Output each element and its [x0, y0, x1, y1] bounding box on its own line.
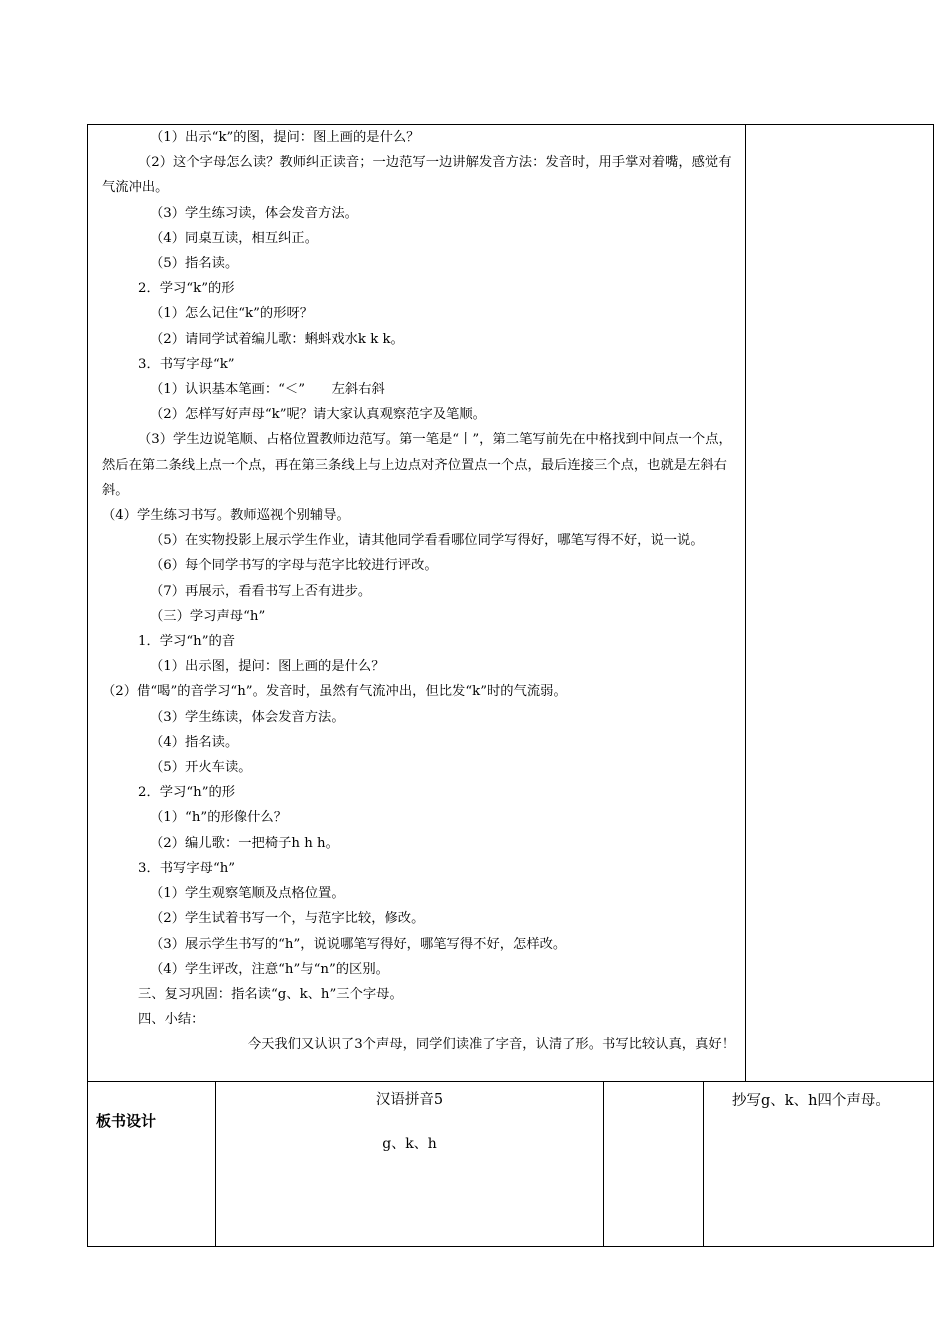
lesson-line: （2）编儿歌：一把椅子h h h。 [150, 835, 339, 851]
lesson-line: （1）怎么记住“k”的形呀？ [150, 306, 314, 322]
lesson-line: 2．学习“h”的形 [138, 785, 236, 801]
lesson-line: （3）学生练习读，体会发音方法。 [150, 205, 358, 221]
lesson-line: （4）同桌互读，相互纠正。 [150, 230, 319, 246]
board-design-content [216, 1082, 604, 1247]
board-title: 汉语拼音5 [375, 1092, 444, 1108]
empty-cell [604, 1082, 704, 1247]
lesson-line: 1．学习“h”的音 [138, 634, 236, 650]
teaching-process-cell [88, 125, 746, 1082]
lesson-line: 3．书写字母“h” [138, 860, 236, 876]
lesson-line: （4）指名读。 [150, 734, 239, 750]
lesson-line: 今天我们又认识了3个声母，同学们读准了字音，认清了形。书写比较认真，真好！ [247, 1037, 735, 1053]
lesson-line: 四、小结： [138, 1012, 205, 1028]
lesson-line: （3）学生练读，体会发音方法。 [150, 709, 345, 725]
lesson-line: （1）“h”的形像什么？ [150, 810, 287, 826]
lesson-line: 3．书写字母“k” [138, 356, 235, 372]
board-design-label: 板书设计 [88, 1082, 216, 1247]
notes-cell [746, 125, 934, 1082]
lesson-line: （3）学生边说笔顺、占格位置教师边范写。第一笔是“丨”，第二笔写前先在中格找到中间点一个点，然后在第二条线上点一个点，再在第三条线上与上边点对齐位置点一个点，最后连接三个点，也就是左斜右斜。 [102, 432, 732, 498]
lesson-line: （3）展示学生书写的“h”，说说哪笔写得好，哪笔写得不好，怎样改。 [150, 936, 567, 952]
lesson-line: （2）这个字母怎么读？教师纠正读音；一边范写一边讲解发音方法：发音时，用手掌对着嘴，感觉有气流冲出。 [102, 155, 732, 196]
lesson-line: （2）借“喝”的音学习“h”。发音时，虽然有气流冲出，但比发“k”时的气流弱。 [102, 684, 567, 700]
lesson-line: 三、复习巩固：指名读“g、k、h”三个字母。 [138, 986, 403, 1002]
lesson-line: （5）在实物投影上展示学生作业，请其他同学看看哪位同学写得好，哪笔写得不好，说一说。 [150, 533, 704, 549]
lesson-line: （7）再展示，看看书写上否有进步。 [150, 583, 372, 599]
lesson-line: （2）怎样写好声母“k”呢？请大家认真观察范字及笔顺。 [150, 407, 486, 423]
lesson-line: （1）学生观察笔顺及点格位置。 [150, 886, 345, 902]
lesson-line: （1）出示图，提问：图上画的是什么？ [150, 659, 385, 675]
lesson-line: （三）学习声母“h” [150, 608, 266, 624]
lesson-line: （2）请同学试着编儿歌：蝌蚪戏水k k k。 [150, 331, 404, 347]
lesson-plan-table [87, 124, 934, 1247]
lesson-line: 2．学习“k”的形 [138, 281, 235, 297]
homework-cell: 抄写g、k、h四个声母。 [704, 1082, 934, 1247]
lesson-line: （5）指名读。 [150, 256, 239, 272]
lesson-line: （4）学生练习书写。教师巡视个别辅导。 [102, 508, 350, 524]
teaching-process-text [88, 125, 745, 1058]
lesson-line: （4）学生评改，注意“h”与“n”的区别。 [150, 961, 389, 977]
lesson-line: （5）开火车读。 [150, 760, 252, 776]
lesson-line: （2）学生试着书写一个，与范字比较，修改。 [150, 911, 425, 927]
lesson-line: （6）每个同学书写的字母与范字比较进行评改。 [150, 558, 438, 574]
lesson-line: （1）出示“k”的图，提问：图上画的是什么？ [150, 130, 420, 145]
lesson-line: （1）认识基本笔画：“＜” 左斜右斜 [150, 382, 385, 398]
board-letters: g、k、h [382, 1136, 437, 1152]
